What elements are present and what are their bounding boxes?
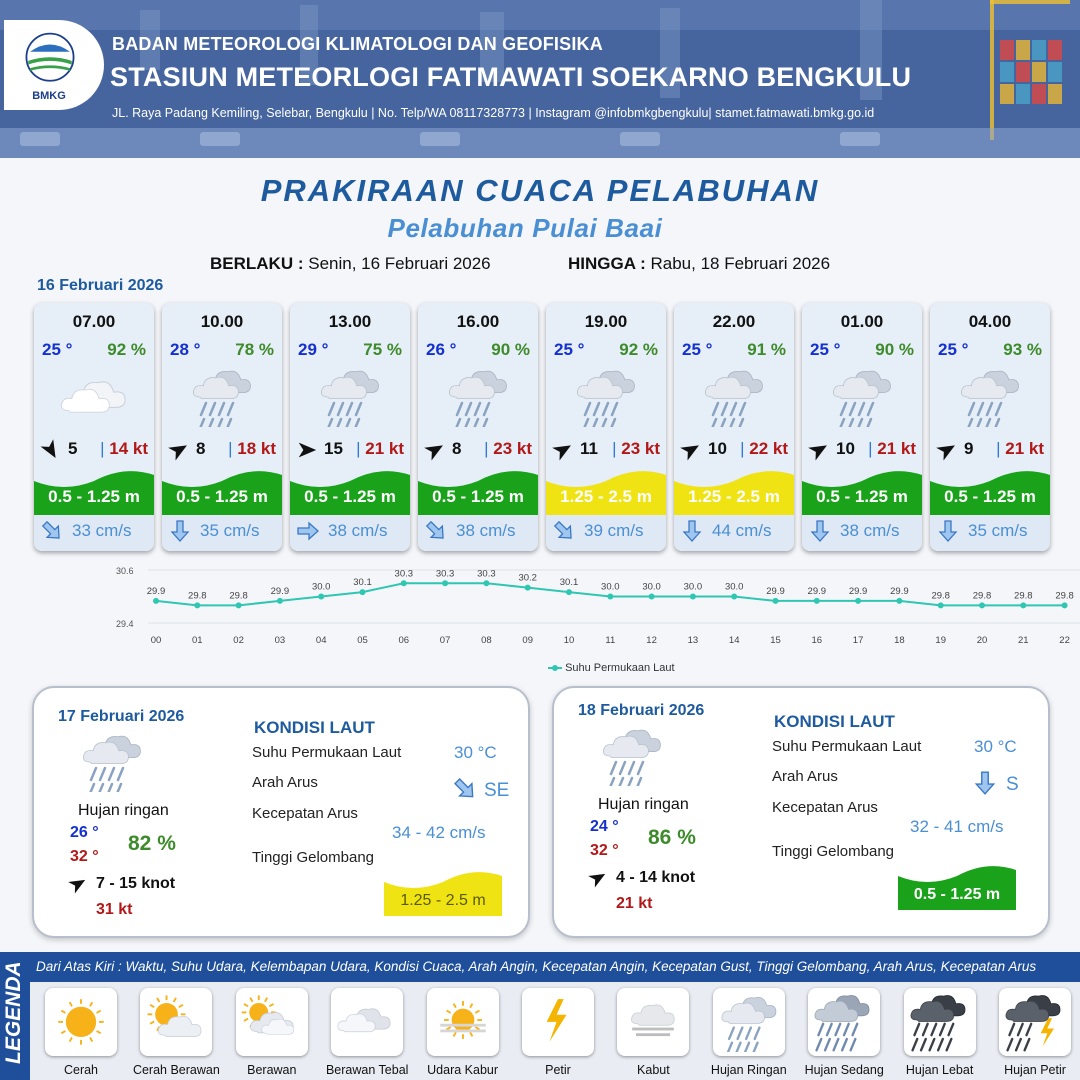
panel-current-dir: [452, 776, 478, 807]
station-name: STASIUN METEORLOGI FATMAWATI SOEKARNO BENGKULU: [110, 62, 912, 92]
card-gust: | 23 kt: [612, 439, 660, 458]
card-temp: 25 °: [810, 340, 841, 359]
current-direction-icon: [452, 776, 478, 802]
sst-point: [318, 594, 324, 600]
card-time: 13.00: [328, 312, 372, 331]
forecast-card: [930, 303, 1050, 551]
sst-value-label: 29.8: [1055, 590, 1074, 602]
overcast-icon: [331, 988, 403, 1052]
current-direction-icon: [40, 519, 64, 543]
card-gust: | 21 kt: [996, 439, 1044, 458]
panel-wind: 4 - 14 knot: [616, 869, 696, 886]
valid-from: [210, 254, 491, 274]
card-humidity: 92 %: [107, 340, 146, 359]
x-tick-label: 02: [233, 635, 244, 646]
current-direction-icon: [552, 519, 576, 543]
card-current-dir: [424, 519, 448, 543]
sst-value-label: 29.9: [848, 585, 868, 597]
card-humidity: 75 %: [363, 340, 402, 359]
sun-cloud-icon: [140, 988, 212, 1052]
panel-speed-label: Kecepatan Arus: [772, 799, 878, 816]
light-rain-icon: [696, 363, 772, 427]
sst-value-label: 29.8: [1014, 590, 1033, 602]
light-rain-icon: [184, 363, 260, 427]
contact-info: JL. Raya Padang Kemiling, Selebar, Bengkulu | No. Telp/WA 08117328773 | Instagram @infobmkgbengkulu| stamet.fatmawati.bmkg.go.id: [112, 106, 875, 120]
card-humidity: 78 %: [235, 340, 274, 359]
card-wind-dir: [808, 439, 830, 461]
card-gust-value: 21 kt: [877, 439, 916, 458]
panel-wave: 0.5 - 1.25 m: [913, 886, 1001, 903]
legend-item-label: Udara Kabur: [427, 1063, 499, 1077]
panel-condition: Hujan ringan: [598, 796, 689, 813]
card-gust-value: 23 kt: [493, 439, 532, 458]
panel-wave-label: Tinggi Gelombang: [252, 849, 375, 866]
sst-point: [690, 594, 696, 600]
x-tick-label: 21: [1018, 635, 1029, 646]
sst-legend: [548, 662, 675, 674]
sst-point: [566, 589, 572, 595]
card-wind-dir: [40, 439, 62, 461]
forecast-card: [418, 303, 538, 551]
card-time: 22.00: [712, 312, 756, 331]
card-current-dir: [808, 519, 832, 543]
card-current-speed: 38 cm/s: [456, 521, 516, 540]
wind-direction-icon: [808, 439, 830, 461]
sst-value-label: 29.8: [972, 590, 992, 602]
light-rain-icon: [594, 722, 670, 786]
legend-item-label: Cerah Berawan: [132, 1063, 220, 1077]
panel-gust: 21 kt: [616, 895, 653, 912]
panel-speed-label: Kecepatan Arus: [252, 805, 358, 822]
panel-wind-dir: [588, 868, 608, 893]
card-current-speed: 35 cm/s: [200, 521, 260, 540]
heavy-rain-icon: [904, 988, 976, 1052]
panel-sea-heading: KONDISI LAUT: [774, 712, 895, 731]
card-wave-height: 0.5 - 1.25 m: [944, 487, 1036, 506]
card-time: 07.00: [72, 312, 116, 331]
card-temp: 25 °: [42, 340, 73, 359]
sst-point: [814, 598, 820, 604]
forecast-card: [802, 303, 922, 551]
sst-value-label: 29.8: [931, 590, 950, 602]
card-current-dir: [552, 519, 576, 543]
sst-value-label: 30.0: [683, 581, 703, 593]
header-banner: [0, 0, 1080, 158]
card-wind-dir: [296, 439, 318, 461]
card-current-dir: [168, 519, 192, 543]
card-current-dir: [936, 519, 960, 543]
legend-item-label: Hujan Petir: [1004, 1063, 1066, 1077]
current-direction-icon: [296, 519, 320, 543]
sst-value-label: 29.8: [188, 590, 207, 602]
x-tick-label: 03: [274, 635, 286, 646]
wind-direction-icon: [588, 868, 608, 888]
card-wind-speed: 8: [452, 439, 462, 458]
valid-to-label: HINGGA :: [568, 254, 646, 273]
panel-dir-label: Arah Arus: [772, 768, 838, 785]
wind-direction-icon: [680, 439, 702, 461]
card-wind-dir: [424, 439, 446, 461]
x-tick-label: 05: [357, 635, 368, 646]
card-humidity: 93 %: [1003, 340, 1042, 359]
panel-weather: [594, 722, 670, 791]
x-tick-label: 19: [935, 635, 946, 646]
panel-date: 18 Februari 2026: [578, 702, 705, 719]
valid-to-value: Rabu, 18 Februari 2026: [650, 254, 831, 273]
card-weather: [440, 363, 516, 427]
x-tick-label: 20: [976, 635, 988, 646]
card-weather: [56, 363, 132, 427]
fog-icon: [617, 988, 689, 1052]
panel-temp-min: 26 °: [70, 824, 99, 841]
haze-icon: [427, 988, 499, 1052]
card-humidity: 91 %: [747, 340, 786, 359]
legend-item: [236, 988, 308, 1056]
legend-item-label: Kabut: [637, 1063, 670, 1077]
card-wave-height: 1.25 - 2.5 m: [560, 487, 652, 506]
sst-point: [773, 598, 779, 604]
card-temp: 28 °: [170, 340, 201, 359]
sst-value-label: 30.0: [311, 581, 331, 593]
card-wind-dir: [936, 439, 958, 461]
legend-description: Dari Atas Kiri : Waktu, Suhu Udara, Kelembapan Udara, Kondisi Cuaca, Arah Angin, Kecepatan Angin, Kecepatan Gust, Tinggi Gelombang, Arah Arus, Kecepatan Arus: [36, 959, 1037, 974]
light-rain-icon: [74, 728, 150, 792]
sst-value-label: 29.9: [146, 585, 166, 597]
light-rain-icon: [713, 988, 785, 1052]
legend-side: [0, 952, 30, 1080]
card-gust-value: 18 kt: [237, 439, 276, 458]
sst-point: [194, 602, 200, 608]
card-wind-dir: [680, 439, 702, 461]
panel-gust: 31 kt: [96, 901, 133, 918]
card-wave-height: 1.25 - 2.5 m: [688, 487, 780, 506]
card-time: 19.00: [584, 312, 628, 331]
legend-item: [331, 988, 403, 1056]
card-humidity: 90 %: [491, 340, 530, 359]
panel-dir-label: Arah Arus: [252, 774, 318, 791]
current-direction-icon: [680, 519, 704, 543]
card-gust: | 23 kt: [484, 439, 532, 458]
sst-legend-label: Suhu Permukaan Laut: [565, 662, 675, 674]
legend-item: [140, 988, 212, 1056]
card-current-speed: 35 cm/s: [968, 521, 1028, 540]
card-wave-height: 0.5 - 1.25 m: [176, 487, 268, 506]
card-temp: 29 °: [298, 340, 329, 359]
x-tick-label: 01: [192, 635, 203, 646]
sst-value-label: 30.2: [518, 572, 537, 584]
panel-wind-dir: [68, 874, 88, 899]
card-gust-value: 21 kt: [365, 439, 404, 458]
lightning-icon: [522, 988, 594, 1052]
sst-point: [442, 580, 448, 586]
legend-marker-icon: [548, 663, 562, 673]
card-wind-speed: 9: [964, 439, 974, 458]
sst-value-label: 30.3: [435, 568, 455, 580]
panel-humidity: 86 %: [648, 826, 696, 849]
sst-value-label: 29.8: [229, 590, 248, 602]
forecast-card: [34, 303, 154, 551]
card-time: 16.00: [456, 312, 500, 331]
x-tick-label: 22: [1059, 635, 1070, 646]
sst-value-label: 30.1: [559, 577, 579, 589]
sst-point: [649, 594, 655, 600]
current-direction-icon: [936, 519, 960, 543]
panel-dir: SE: [484, 780, 510, 801]
card-wave-height: 0.5 - 1.25 m: [304, 487, 396, 506]
card-current-speed: 44 cm/s: [712, 521, 772, 540]
x-tick-label: 17: [852, 635, 864, 646]
sst-value-label: 30.0: [724, 581, 744, 593]
sst-value-label: 30.0: [642, 581, 661, 593]
card-wind-speed: 11: [580, 439, 598, 458]
partly-cloudy-icon: [236, 988, 308, 1052]
x-tick-label: 11: [605, 635, 616, 646]
card-wave-height: 0.5 - 1.25 m: [816, 487, 908, 506]
wind-direction-icon: [168, 439, 190, 461]
sst-value-label: 29.9: [807, 585, 827, 597]
card-humidity: 90 %: [875, 340, 914, 359]
forecast-card: [162, 303, 282, 551]
panel-speed: 34 - 42 cm/s: [392, 823, 486, 842]
panel-wave-label: Tinggi Gelombang: [772, 843, 895, 860]
card-current-speed: 39 cm/s: [584, 521, 644, 540]
card-wind-dir: [168, 439, 190, 461]
card-weather: [824, 363, 900, 427]
card-wave-height: 0.5 - 1.25 m: [432, 487, 524, 506]
card-wind-speed: 8: [196, 439, 206, 458]
panel-current-dir: [972, 770, 998, 801]
panel-sst-label: Suhu Permukaan Laut: [252, 744, 402, 761]
moderate-rain-icon: [808, 988, 880, 1052]
forecast-card: [290, 303, 410, 551]
card-gust-value: 21 kt: [1005, 439, 1044, 458]
panel-sst: 30 °C: [454, 743, 497, 762]
sst-point: [401, 580, 407, 586]
forecast-card: [546, 303, 666, 551]
x-tick-label: 15: [770, 635, 781, 646]
sst-point: [607, 594, 613, 600]
valid-from-label: BERLAKU :: [210, 254, 304, 273]
sst-point: [979, 602, 985, 608]
x-tick-label: 07: [439, 635, 451, 646]
x-tick-label: 06: [398, 635, 410, 646]
card-current-dir: [296, 519, 320, 543]
wind-direction-icon: [552, 439, 574, 461]
sst-point: [731, 594, 737, 600]
card-weather: [312, 363, 388, 427]
daily-panel: [32, 686, 530, 938]
panel-sea-heading: KONDISI LAUT: [254, 718, 375, 737]
card-weather: [184, 363, 260, 427]
legend-item-label: Petir: [545, 1063, 571, 1077]
valid-to: [568, 254, 830, 274]
card-wind-speed: 5: [68, 439, 78, 458]
sst-value-label: 29.9: [270, 585, 290, 597]
y-tick-label: 29.4: [116, 619, 134, 629]
thunderstorm-icon: [999, 988, 1071, 1052]
sst-value-label: 30.3: [477, 568, 496, 580]
page-title: PRAKIRAAN CUACA PELABUHAN: [260, 173, 820, 208]
legend-item: [904, 988, 976, 1056]
day1-date: 16 Februari 2026: [37, 277, 164, 294]
legend-item: [522, 988, 594, 1056]
logo-text: BMKG: [32, 90, 66, 102]
sst-point: [360, 589, 366, 595]
panel-speed: 32 - 41 cm/s: [910, 817, 1004, 836]
x-tick-label: 18: [894, 635, 905, 646]
card-gust-value: 23 kt: [621, 439, 660, 458]
card-temp: 25 °: [682, 340, 713, 359]
current-direction-icon: [972, 770, 998, 796]
bmkg-logo: [20, 30, 80, 88]
x-tick-label: 09: [522, 635, 533, 646]
sst-point: [483, 580, 489, 586]
legend-item-label: Berawan: [247, 1063, 297, 1077]
card-current-speed: 38 cm/s: [840, 521, 900, 540]
legend-item: [45, 988, 117, 1056]
current-direction-icon: [168, 519, 192, 543]
light-rain-icon: [312, 363, 388, 427]
card-humidity: 92 %: [619, 340, 658, 359]
panel-temp-min: 24 °: [590, 818, 619, 835]
card-gust: | 21 kt: [868, 439, 916, 458]
current-direction-icon: [808, 519, 832, 543]
panel-sst-label: Suhu Permukaan Laut: [772, 738, 922, 755]
legend-item-label: Berawan Tebal: [325, 1063, 409, 1077]
card-gust: | 14 kt: [100, 439, 148, 458]
sst-value-label: 30.1: [353, 577, 372, 589]
card-temp: 25 °: [554, 340, 585, 359]
sst-value-label: 29.9: [766, 585, 785, 597]
sst-point: [1062, 602, 1068, 608]
panel-condition: Hujan ringan: [78, 802, 169, 819]
x-tick-label: 10: [563, 635, 575, 646]
x-tick-label: 13: [687, 635, 699, 646]
legend-item-label: Hujan Lebat: [905, 1063, 974, 1077]
panel-temp-max: 32 °: [70, 848, 99, 865]
card-wind-speed: 10: [836, 439, 855, 458]
sst-point: [855, 598, 861, 604]
wind-direction-icon: [296, 439, 318, 461]
card-temp: 25 °: [938, 340, 969, 359]
light-rain-icon: [952, 363, 1028, 427]
card-current-speed: 38 cm/s: [328, 521, 388, 540]
panel-temp-max: 32 °: [590, 842, 619, 859]
sst-point: [236, 602, 242, 608]
legend-item: [427, 988, 499, 1056]
card-temp: 26 °: [426, 340, 457, 359]
x-tick-label: 08: [481, 635, 492, 646]
card-wave-height: 0.5 - 1.25 m: [48, 487, 140, 506]
card-gust: | 18 kt: [228, 439, 276, 458]
valid-from-value: Senin, 16 Februari 2026: [308, 254, 491, 273]
x-tick-label: 00: [150, 635, 162, 646]
sst-value-label: 29.9: [890, 585, 909, 597]
light-rain-icon: [824, 363, 900, 427]
legend-title: LEGENDA: [2, 961, 25, 1064]
card-current-speed: 33 cm/s: [72, 521, 132, 540]
card-gust-value: 14 kt: [109, 439, 148, 458]
card-gust: | 21 kt: [356, 439, 404, 458]
wind-direction-icon: [40, 439, 62, 461]
card-time: 10.00: [200, 312, 244, 331]
x-tick-label: 12: [646, 635, 657, 646]
port-name: Pelabuhan Pulai Baai: [387, 213, 663, 243]
legend-item: [808, 988, 880, 1056]
sst-point: [1020, 602, 1026, 608]
panel-weather: [74, 728, 150, 797]
org-name: BADAN METEOROLOGI KLIMATOLOGI DAN GEOFISIKA: [112, 34, 603, 54]
legend-item: [713, 988, 785, 1056]
x-tick-label: 14: [728, 635, 740, 646]
card-weather: [696, 363, 772, 427]
panel-wind: 7 - 15 knot: [96, 875, 176, 892]
card-current-dir: [680, 519, 704, 543]
sst-point: [938, 602, 944, 608]
sst-value-label: 30.3: [394, 568, 414, 580]
x-tick-label: 04: [315, 635, 327, 646]
card-time: 04.00: [968, 312, 1012, 331]
card-wind-speed: 15: [324, 439, 343, 458]
wind-direction-icon: [424, 439, 446, 461]
sst-value-label: 30.0: [601, 581, 620, 593]
sst-point: [525, 585, 531, 591]
y-tick-label: 30.6: [116, 566, 134, 576]
sst-point: [153, 598, 159, 604]
x-tick-label: 16: [811, 635, 823, 646]
card-wind-dir: [552, 439, 574, 461]
legend-item-label: Hujan Ringan: [710, 1063, 787, 1077]
legend-item: [617, 988, 689, 1056]
card-weather: [568, 363, 644, 427]
card-time: 01.00: [840, 312, 884, 331]
card-current-dir: [40, 519, 64, 543]
card-gust: | 22 kt: [740, 439, 788, 458]
light-rain-icon: [440, 363, 516, 427]
legend-item-label: Cerah: [63, 1063, 99, 1077]
current-direction-icon: [424, 519, 448, 543]
sst-point: [896, 598, 902, 604]
panel-date: 17 Februari 2026: [58, 708, 185, 725]
light-rain-icon: [568, 363, 644, 427]
panel-dir: S: [1006, 774, 1019, 795]
legend-item-label: Hujan Sedang: [804, 1063, 884, 1077]
card-gust-value: 22 kt: [749, 439, 788, 458]
wind-direction-icon: [936, 439, 958, 461]
panel-sst: 30 °C: [974, 737, 1017, 756]
sunny-icon: [45, 988, 117, 1052]
card-wind-speed: 10: [708, 439, 727, 458]
panel-humidity: 82 %: [128, 832, 176, 855]
legend-item: [999, 988, 1071, 1056]
daily-panel: [552, 686, 1050, 938]
wind-direction-icon: [68, 874, 88, 894]
panel-wave: 1.25 - 2.5 m: [400, 892, 486, 909]
cloudy-icon: [56, 363, 132, 427]
forecast-card: [674, 303, 794, 551]
sst-point: [277, 598, 283, 604]
card-weather: [952, 363, 1028, 427]
